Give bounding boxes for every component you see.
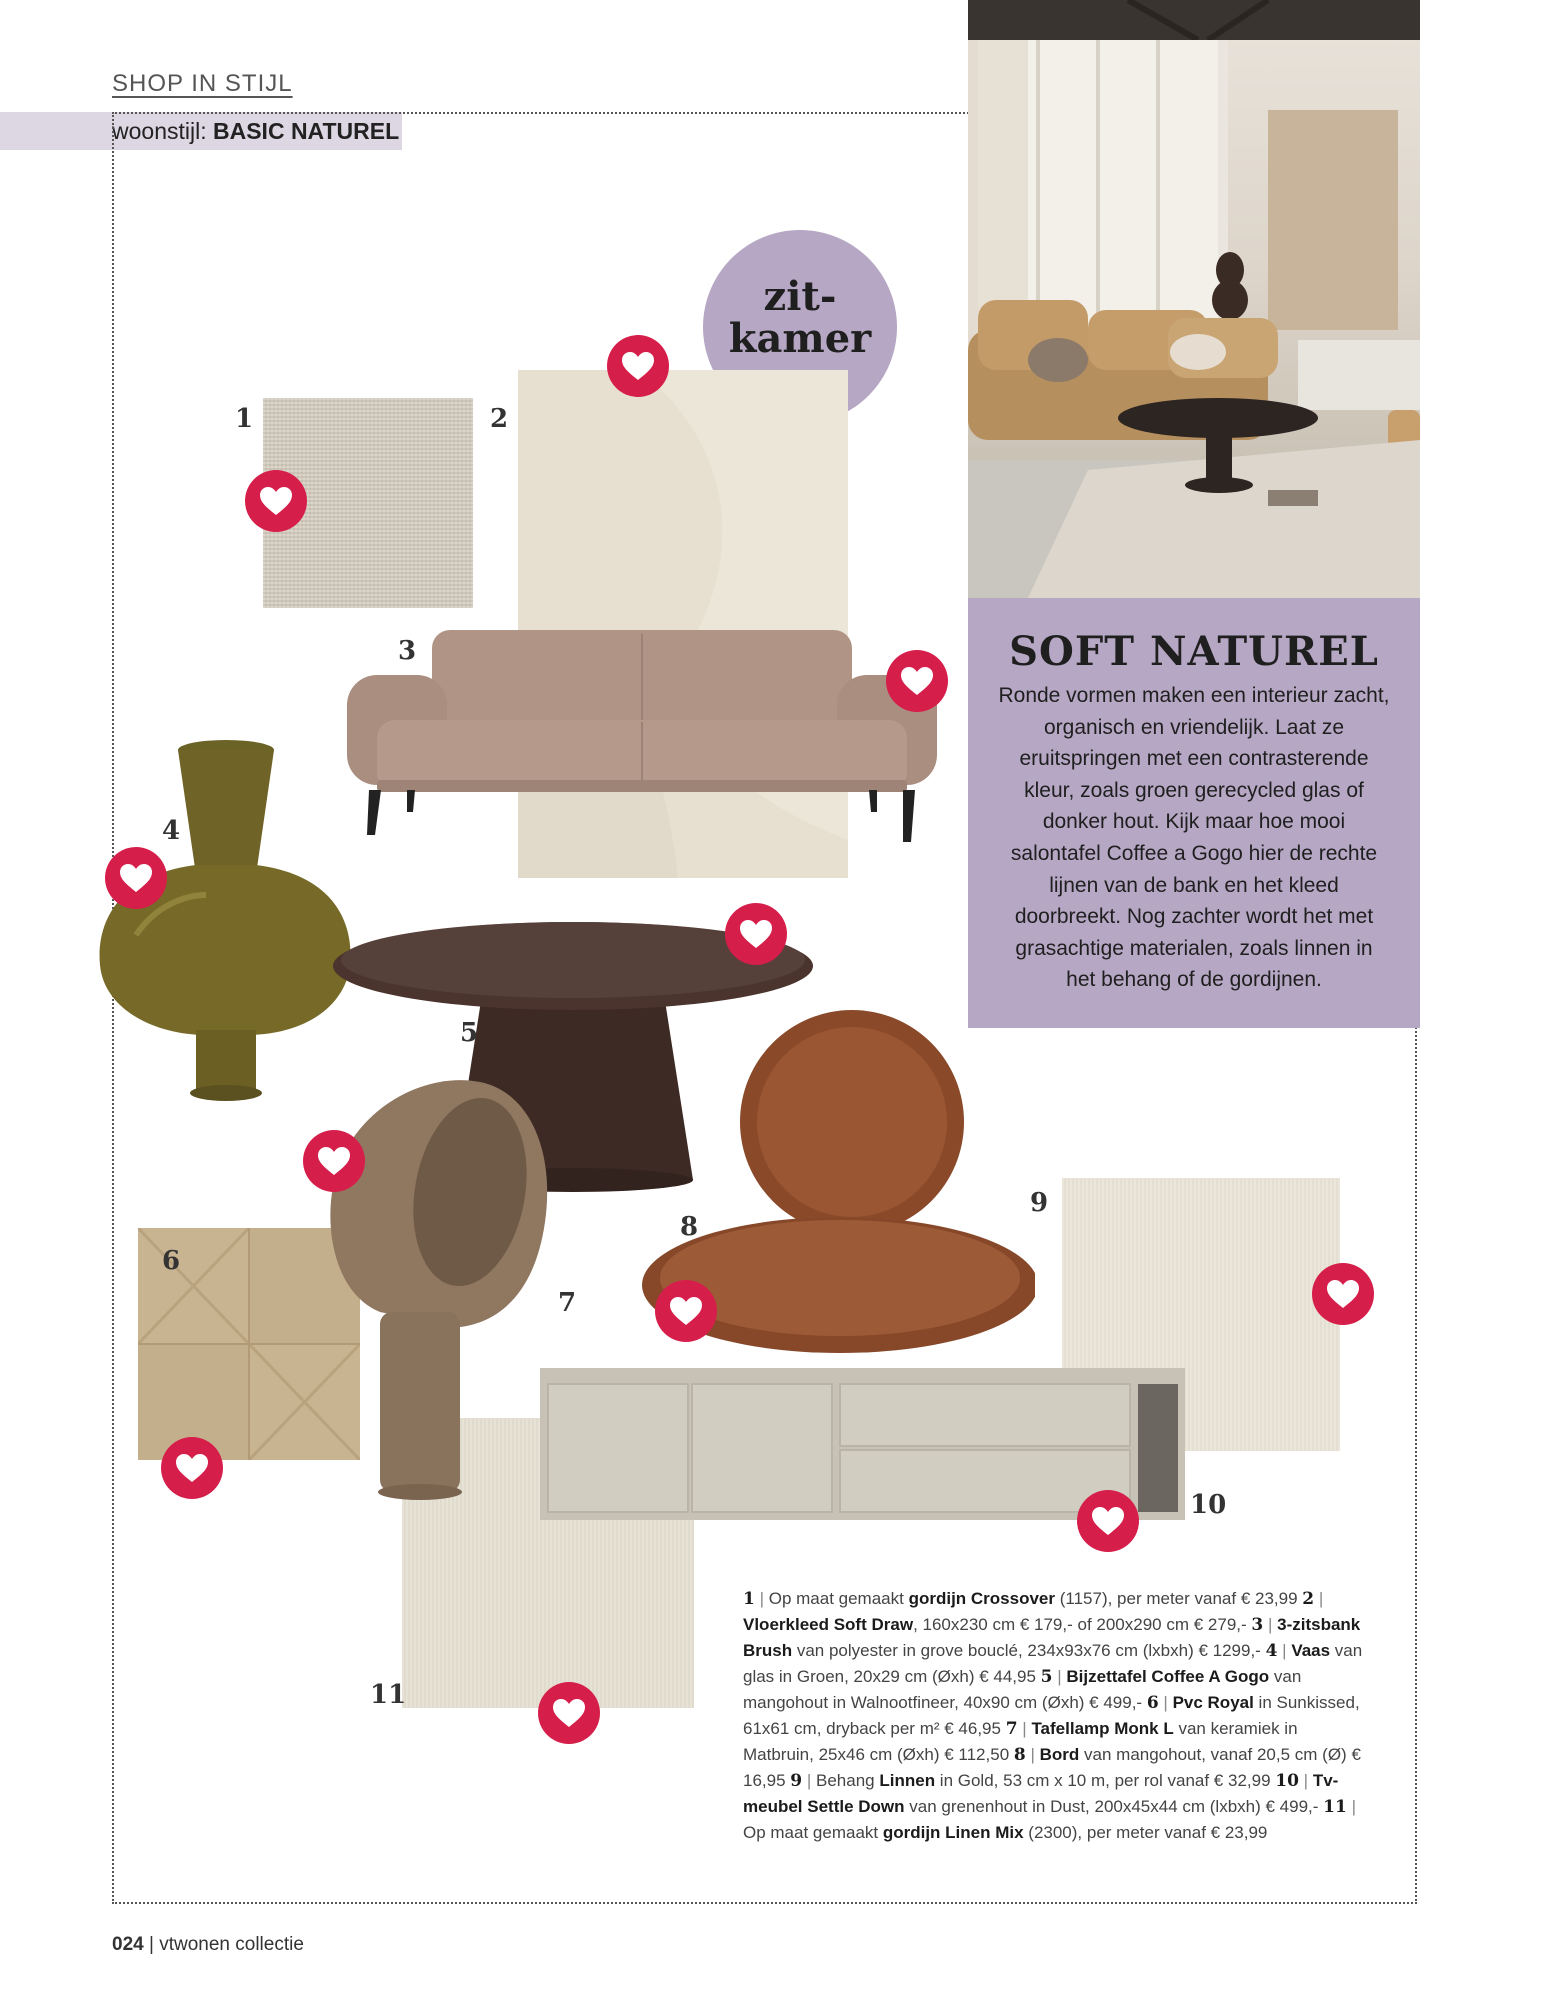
heart-icon [738,918,774,950]
caption-item: 4 | Vaas van glas in Groen, 20x29 cm (Øxh) € 44,95 [743,1641,1363,1686]
style-prefix: woonstijl: [112,118,207,144]
heart-icon [668,1295,704,1327]
badge-line-2: kamer [728,315,872,362]
caption-item: 8 | Bord van mangohout, vanaf 20,5 cm (Ø) € 16,95 [743,1745,1361,1790]
info-body: Ronde vormen maken een interieur zacht, organisch en vriendelijk. Laat ze eruitspringen met een contrasterende kleur, zoals groen gerecycled glas of donker hout. Kijk maar hoe mooi salontafel Coffee a Gogo hier de rechte lijnen van de bank en het kleed doorbreekt. Nog zachter wordt het met grasachtige materialen, zoals linnen in het behang of de gordijnen. [998,684,1390,992]
caption-item: 10 | Tv-meubel Settle Down van grenenhout in Dust, 200x45x44 cm (lxbxh) € 499,- [743,1771,1339,1816]
caption-item: 1 | Op maat gemaakt gordijn Crossover (1157), per meter vanaf € 23,99 [743,1589,1298,1609]
footer-separator: | [148,1934,154,1955]
heart-icon [899,665,935,697]
item-number-3: 3 [398,636,417,666]
caption-item: 6 | Pvc Royal in Sunkissed, 61x61 cm, dryback per m² € 46,95 [743,1693,1360,1738]
favorite-button-5[interactable] [725,903,787,965]
heart-icon [620,350,656,382]
heart-icon [258,485,294,517]
favorite-button-9[interactable] [1312,1263,1374,1325]
item-number-1: 1 [235,404,254,434]
badge-line-1: zit- [763,273,837,320]
favorite-button-1[interactable] [245,470,307,532]
item-number-6: 6 [162,1246,181,1276]
room-badge-text [703,273,897,362]
favorite-button-10[interactable] [1077,1490,1139,1552]
heart-icon [316,1145,352,1177]
info-title: SOFT NATUREL [1009,628,1379,675]
item-number-2: 2 [490,404,509,434]
publication-name: vtwonen collectie [159,1934,304,1955]
product-lamp-monk-l [320,1072,555,1500]
heart-icon [551,1697,587,1729]
favorite-button-4[interactable] [105,847,167,909]
caption-item: 3 | 3-zitsbank Brush van polyester in grove bouclé, 234x93x76 cm (lxbxh) € 1299,- [743,1615,1361,1660]
caption-item: 7 | Tafellamp Monk L van keramiek in Matbruin, 25x46 cm (Øxh) € 112,50 [743,1719,1298,1764]
heart-icon [174,1452,210,1484]
favorite-button-11[interactable] [538,1682,600,1744]
item-number-9: 9 [1030,1188,1049,1218]
favorite-button-6[interactable] [161,1437,223,1499]
heart-icon [1325,1278,1361,1310]
section-label: SHOP IN STIJL [112,70,293,97]
favorite-button-2[interactable] [607,335,669,397]
item-number-7: 7 [558,1288,577,1318]
product-sofa-brush [347,630,937,845]
item-number-8: 8 [680,1212,699,1242]
item-number-5: 5 [460,1018,479,1048]
favorite-button-8[interactable] [655,1280,717,1342]
caption-item: 11 | Op maat gemaakt gordijn Linen Mix (2300), per meter vanaf € 23,99 [743,1797,1356,1842]
heart-icon [1090,1505,1126,1537]
heart-icon [118,862,154,894]
interior-photo [968,0,1420,598]
favorite-button-3[interactable] [886,650,948,712]
page-number: 024 [112,1934,144,1955]
favorite-button-7[interactable] [303,1130,365,1192]
style-name: BASIC NATUREL [213,118,400,144]
caption-item: 5 | Bijzettafel Coffee A Gogo van mangohout in Walnootfineer, 40x90 cm (Øxh) € 499,- [743,1667,1302,1712]
product-caption [743,1586,1369,1845]
caption-item: 9 | Behang Linnen in Gold, 53 cm x 10 m, per rol vanaf € 32,99 [790,1771,1271,1791]
caption-item: 2 | Vloerkleed Soft Draw, 160x230 cm € 179,- of 200x290 cm € 279,- [743,1589,1324,1634]
item-number-10: 10 [1190,1490,1227,1520]
page-footer [112,1934,304,1956]
item-number-11: 11 [370,1680,407,1710]
item-number-4: 4 [162,816,181,846]
